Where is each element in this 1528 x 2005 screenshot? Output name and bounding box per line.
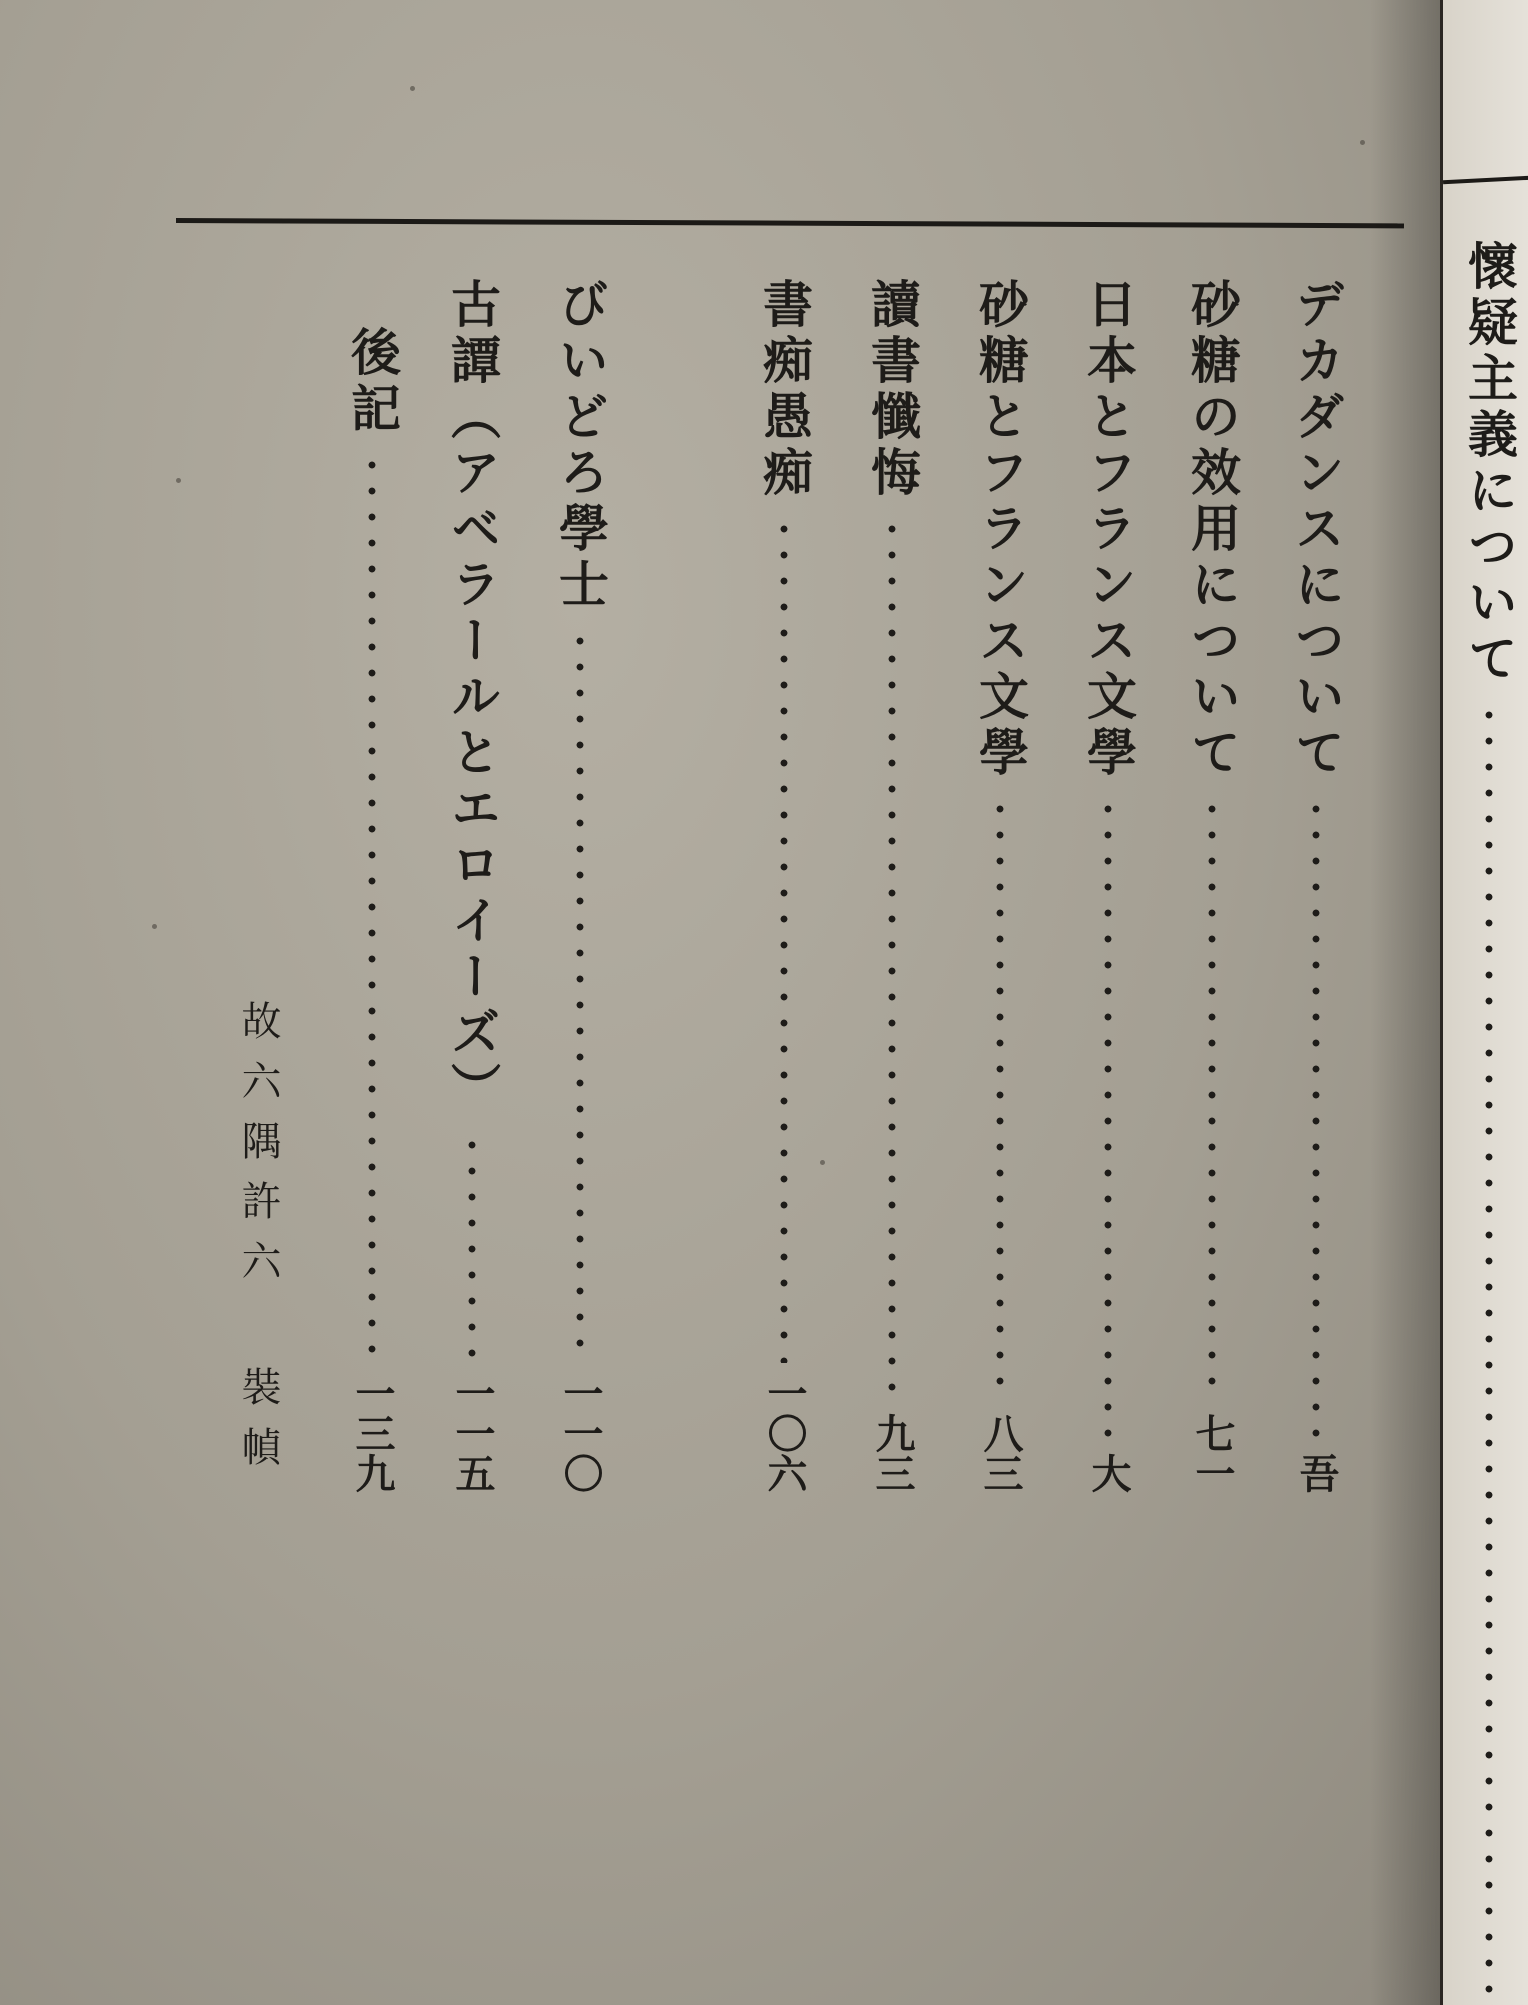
dot-leader (1207, 796, 1217, 1403)
dot-leader (995, 796, 1005, 1403)
toc-entry-japan-french-literature[interactable] (1076, 278, 1140, 1493)
toc-entry-decadence[interactable] (1284, 278, 1348, 1493)
dot-leader (887, 516, 897, 1403)
toc-entry-page: 七一 (1189, 1413, 1236, 1493)
top-rule (176, 218, 1404, 228)
toc-entry-sugar-utility[interactable] (1180, 278, 1244, 1493)
paper-speck (152, 924, 157, 929)
toc-entry-title: 砂糖の效用について (1183, 278, 1242, 782)
dot-leader (467, 1132, 477, 1363)
toc-entry-title: デカダンスについて (1287, 278, 1346, 782)
toc-entry-page: 八三 (977, 1413, 1024, 1493)
dot-leader (367, 452, 377, 1363)
paper-speck (1360, 140, 1365, 145)
toc-entry-page: 吾 (1293, 1453, 1340, 1493)
toc-entry-title: びいどろ學士 (551, 278, 610, 614)
toc-entry-title: 日本とフランス文學 (1079, 278, 1138, 782)
facing-page-rule (1443, 176, 1528, 185)
toc-entry-page: 一一五 (449, 1373, 496, 1493)
dot-leader (575, 628, 585, 1363)
toc-entry-page: 一三九 (349, 1373, 396, 1493)
facing-toc-entry-title: 懷疑主義について (1460, 240, 1519, 688)
toc-entry-afterword[interactable] (340, 326, 404, 1493)
facing-page-edge (1440, 0, 1528, 2005)
facing-toc-entry[interactable] (1457, 240, 1521, 2005)
dot-leader (779, 516, 789, 1363)
toc-entry-page: 九三 (869, 1413, 916, 1493)
toc-entry-title: 古譚（アベラールとエロイーズ） (443, 278, 502, 1118)
toc-entry-title: 後記 (343, 326, 402, 438)
dot-leader (1311, 796, 1321, 1443)
toc-entry-page: 一〇六 (761, 1373, 808, 1493)
paper-speck (820, 1160, 825, 1165)
dot-leader (1103, 796, 1113, 1443)
paper-speck (410, 86, 415, 91)
toc-entry-page: 一一〇 (557, 1373, 604, 1493)
toc-entry-title: 砂糖とフランス文學 (971, 278, 1030, 782)
dot-leader (1484, 702, 1494, 2005)
toc-entry-title: 讀書懺悔 (863, 278, 922, 502)
toc-entry-old-tale[interactable] (440, 278, 504, 1493)
toc-entry-sugar-french-literature[interactable] (968, 278, 1032, 1493)
toc-entry-bibliomania[interactable] (752, 278, 816, 1493)
toc-entry-title: 書痴愚痴 (755, 278, 814, 502)
binding-credit: 故六隅許六 裝幀 (235, 1000, 281, 1486)
toc-entry-page: 大 (1085, 1453, 1132, 1493)
toc-entry-reading-confession[interactable] (860, 278, 924, 1493)
paper-speck (176, 478, 181, 483)
toc-entry-glass-scholar[interactable] (548, 278, 612, 1493)
